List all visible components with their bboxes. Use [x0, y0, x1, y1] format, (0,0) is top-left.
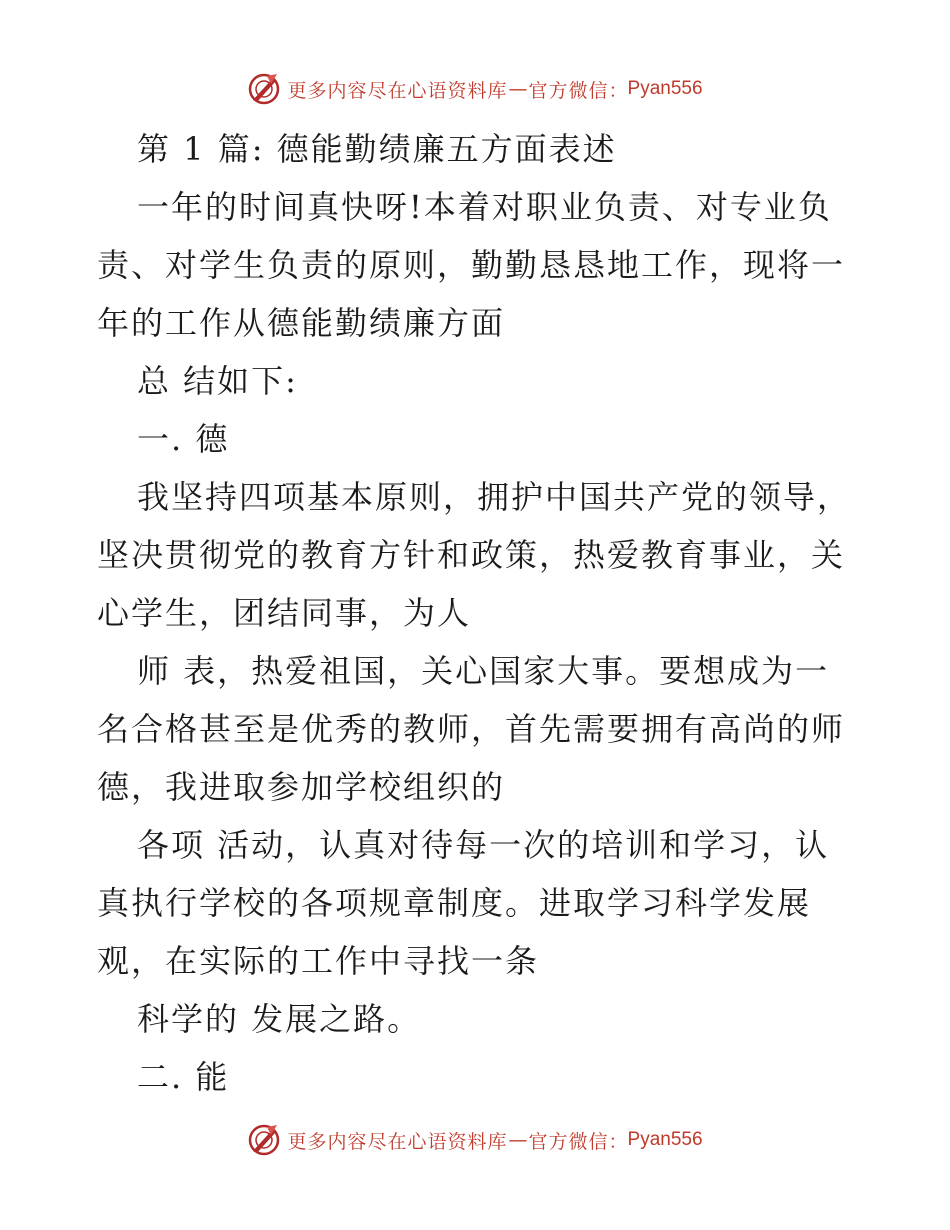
document-body: [97, 120, 857, 1106]
banner-separator: ：: [608, 79, 628, 102]
document-paragraph: 总 结如下:: [137, 362, 298, 400]
banner-wechat-id: Pyan556: [627, 78, 703, 99]
banner-separator: ：: [608, 1130, 628, 1153]
banner-wechat-label: 官方微信: [528, 79, 609, 102]
document-paragraph: 各项 活动，认真对待每一次的培训和学习，认真执行学校的各项规章制度。进取学习科学发展观，在实际的工作中寻找一条: [97, 826, 830, 980]
document-title: 第 1 篇: 德能勤绩廉五方面表述: [137, 130, 617, 168]
document-paragraph: 二. 能: [137, 1058, 230, 1096]
banner-text: 更多内容尽在心语资料库: [287, 1130, 508, 1153]
banner-wechat-label: 官方微信: [528, 1130, 609, 1153]
footer-banner: [0, 1123, 950, 1157]
banner-dash: —: [508, 78, 528, 100]
banner-wechat-id: Pyan556: [627, 1129, 703, 1150]
document-paragraph: 科学的 发展之路。: [137, 1000, 422, 1038]
document-paragraph: 我坚持四项基本原则，拥护中国共产党的领导，坚决贯彻党的教育方针和政策，热爱教育事业，关心学生，团结同事，为人: [97, 478, 852, 632]
document-paragraph: 师 表，热爱祖国，关心国家大事。要想成为一名合格甚至是优秀的教师，首先需要拥有高尚的师德，我进取参加学校组织的: [97, 652, 846, 806]
red-quill-logo-icon: [247, 1123, 281, 1157]
red-quill-logo-icon: [247, 72, 281, 106]
document-paragraph: 一年的时间真快呀!本着对职业负责、对专业负责、对学生负责的原则，勤勤恳恳地工作，现将一年的工作从德能勤绩廉方面: [97, 188, 846, 342]
document-paragraph: 一. 德: [137, 420, 230, 458]
header-banner: [0, 72, 950, 106]
banner-text: 更多内容尽在心语资料库: [287, 79, 508, 102]
banner-dash: —: [508, 1129, 528, 1151]
